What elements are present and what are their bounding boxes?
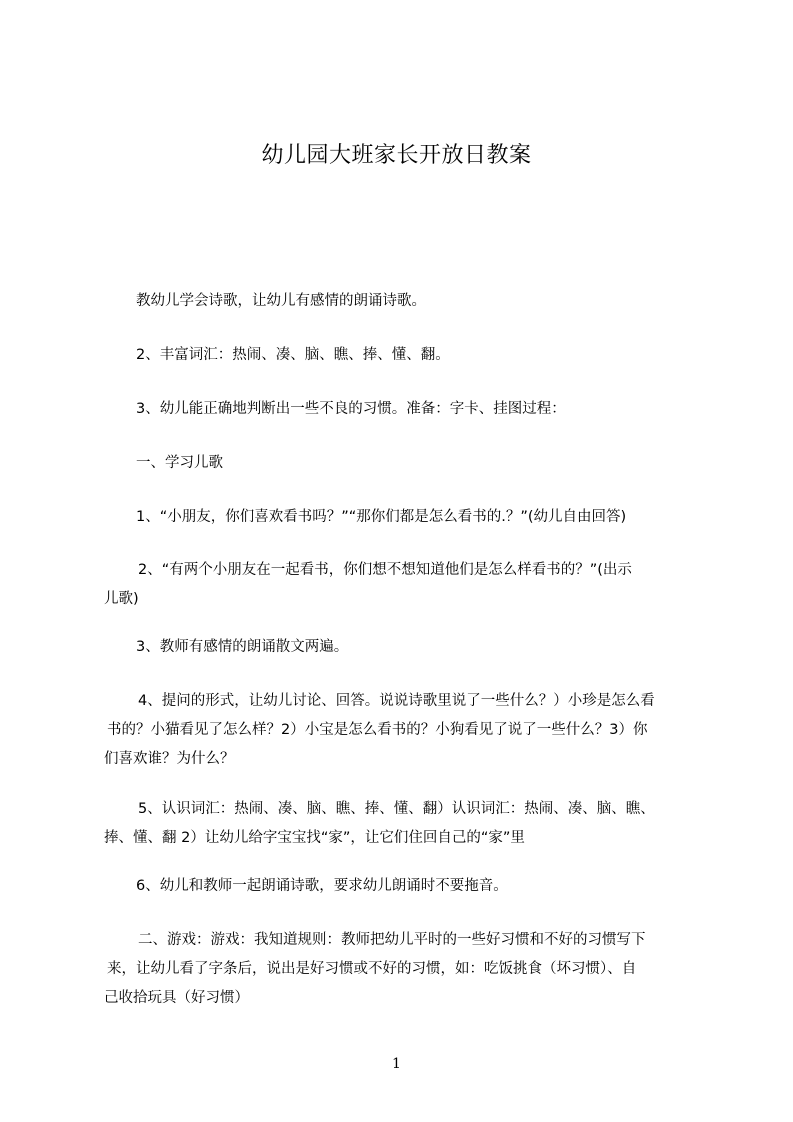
- paragraph-step-5: [104, 795, 704, 853]
- paragraph-line: 2、“有两个小朋友在一起看书，你们想不想知道他们是怎么样看书的？”(出示: [138, 562, 632, 578]
- paragraph-line: 教幼儿学会诗歌，让幼儿有感情的朗诵诗歌。: [136, 293, 426, 309]
- paragraph-step-3: [104, 633, 736, 662]
- paragraph-line: 5、认识词汇：热闹、凑、脑、瞧、捧、懂、翻）认识词汇：热闹、凑、脑、瞧、: [138, 801, 655, 817]
- paragraph-line: 捧、懂、翻 2）让幼儿给字宝宝找“家”，让它们住回自己的“家”里: [104, 830, 525, 846]
- paragraph-step-6: [104, 872, 736, 901]
- paragraph-line: 6、幼儿和教师一起朗诵诗歌，要求幼儿朗诵时不要拖音。: [136, 878, 508, 894]
- paragraph-line: 来，让幼儿看了字条后，说出是好习惯或不好的习惯，如：吃饭挑食（坏习惯）、自: [107, 961, 637, 977]
- paragraph-line: 们喜欢谁？为什么？: [104, 751, 235, 767]
- paragraph-habits-prep: [104, 395, 736, 424]
- paragraph-line: 一、学习儿歌: [136, 455, 223, 471]
- section-heading-learn-song: [104, 449, 736, 478]
- section-heading-game: [104, 926, 704, 1013]
- paragraph-line: 己收拾玩具（好习惯）: [104, 990, 249, 1006]
- paragraph-goal: [104, 287, 736, 316]
- paragraph-line: 1、“小朋友，你们喜欢看书吗？”“那你们都是怎么看书的.？”(幼儿自由回答): [136, 509, 627, 525]
- paragraph-line: 4、提问的形式，让幼儿讨论、回答。说说诗歌里说了一些什么？）小珍是怎么看: [138, 693, 655, 709]
- paragraph-step-4: [104, 687, 704, 774]
- paragraph-line: 3、幼儿能正确地判断出一些不良的习惯。准备：字卡、挂图过程：: [136, 401, 566, 417]
- paragraph-step-1: [104, 503, 736, 532]
- paragraph-line: 书的？小猫看见了怎么样？2）小宝是怎么看书的？小狗看见了说了一些什么？3）你: [107, 722, 648, 738]
- paragraph-vocabulary: [104, 341, 736, 370]
- paragraph-line: 3、教师有感情的朗诵散文两遍。: [136, 639, 349, 655]
- paragraph-step-2: [104, 556, 704, 614]
- paragraph-line: 儿歌): [104, 591, 139, 607]
- document-title: 幼儿园大班家长开放日教案: [261, 143, 532, 168]
- paragraph-line: 2、丰富词汇：热闹、凑、脑、瞧、捧、懂、翻。: [136, 347, 450, 363]
- paragraph-line: 二、游戏：游戏：我知道规则：教师把幼儿平时的一些好习惯和不好的习惯写下: [138, 932, 646, 948]
- page-number: 1: [392, 1056, 401, 1072]
